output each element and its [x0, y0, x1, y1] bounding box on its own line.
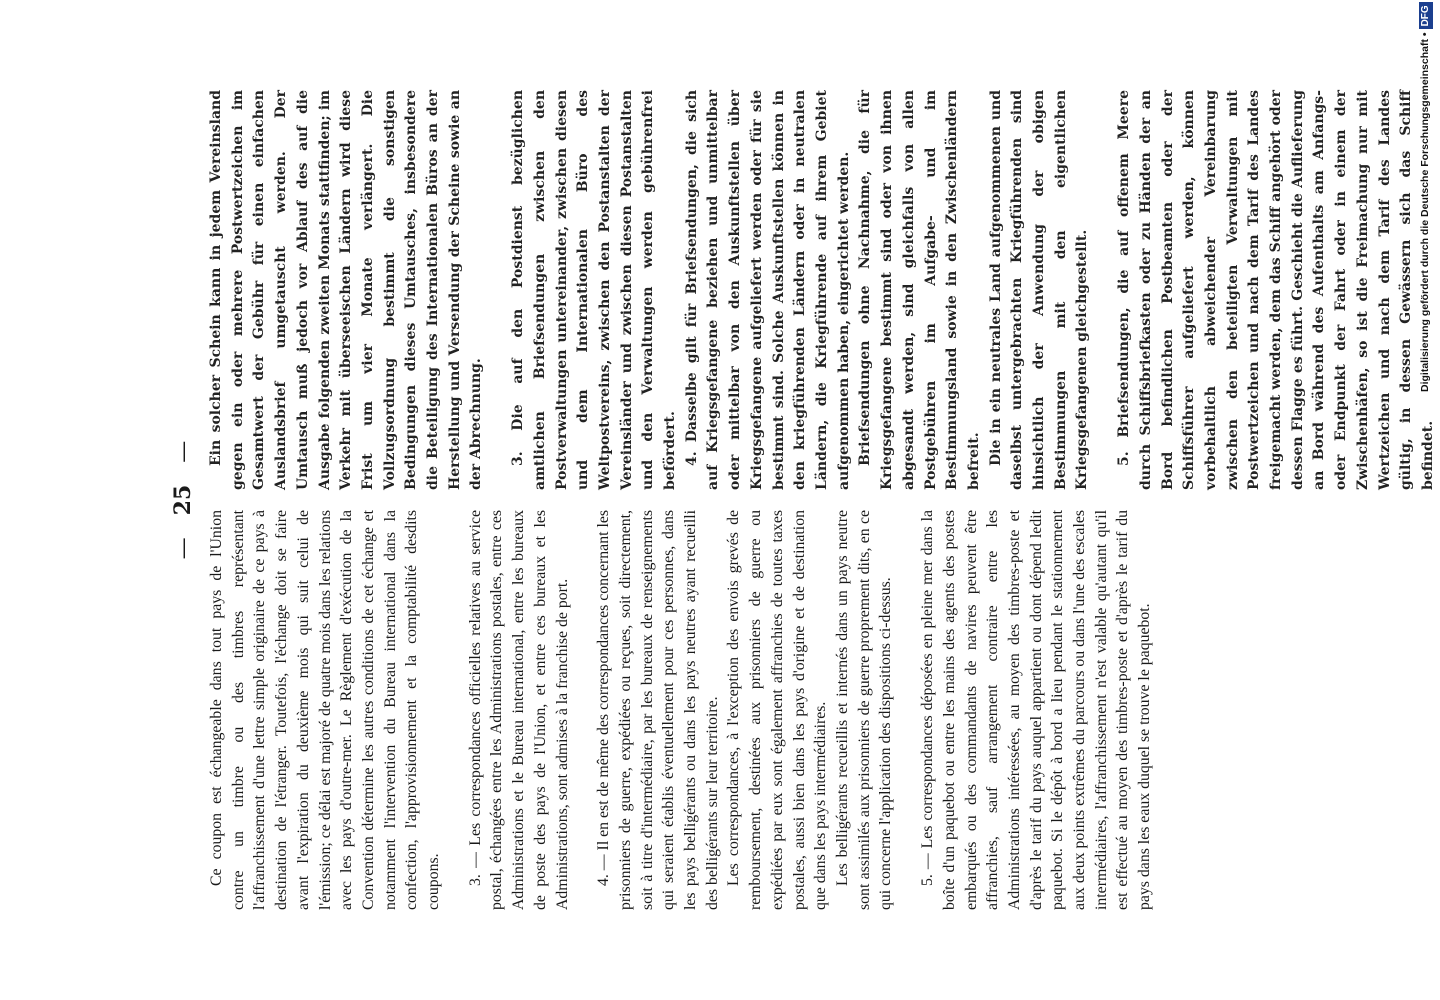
fr-paragraph-3: 3. — Les correspondances officielles relatives au service postal, échangées entre les Administrations postales, entre ces Administrations et le Bureau international, entre les bureaux de poste des pays de l'Union, et entre ces bureaux et les Administrations, sont admises à la franchise de port. [466, 510, 571, 910]
digitization-credit [1418, 2, 1433, 392]
page-number-value: 25 [170, 484, 196, 516]
credit-text: Digitalisierung gefördert durch die Deutsche Forschungsgemeinschaft • [1419, 32, 1431, 392]
page-number-dash-left: — [171, 537, 196, 560]
page-number-dash-right: — [171, 440, 196, 463]
fr-paragraph-5: 5. — Les correspondances déposées en pleine mer dans la boîte d'un paquebot ou entre les mains des agents des postes embarqués ou des commandants de navires peuvent être affranchies, sauf arrangement contraire entre les Administrations intéressées, au moyen des timbres-poste et d'après le tarif du pays auquel appartient ou dont dépend ledit paquebot. Si le dépôt à bord a lieu pendant le stationnement aux deux points extrêmes du parcours ou dans l'une des escales intermédiaires, l'affranchissement n'est valable qu'autant qu'il est effectué au moyen des timbres-poste et d'après le tarif du pays dans les eaux duquel se trouve le paquebot. [919, 510, 1154, 910]
de-paragraph-5: 5. Briefsendungen, die auf offenem Meere durch Schiffsbriefkasten oder zu Händen der an Bord befindlichen Postbeamten oder der Schiffsführer aufgeliefert werden, können vorbehaltlich abweichender Vereinbarung zwischen den beteiligten Verwaltungen mit Postwertzeichen und nach dem Tarif des Landes freigemacht werden, dem das Schiff angehört oder dessen Flagge es führt. Geschieht die Auflieferung an Bord während des Aufenthalts am Anfangs- oder Endpunkt der Fahrt oder in einem der Zwischenhäfen, so ist die Freimachung nur mit Wertzeichen und nach dem Tarif des Landes gültig, in dessen Gewässern sich das Schiff befindet. [1116, 90, 1436, 490]
fr-paragraph-4-remboursement: Les correspondances, à l'exception des envois grevés de remboursement, destinées aux prisonniers de guerre ou expédiées par eux sont également affranchies de toutes taxes postales, aussi bien dans les pays d'origine et de destination que dans les pays intermédiaires. [725, 510, 830, 910]
de-paragraph-4-nachnahme: Briefsendungen ohne Nachnahme, die für Kriegsgefangene bestimmt sind oder von ihnen abgesandt werden, sind gleichfalls von allen Postgebühren im Aufgabe- und im Bestimmungsland sowie in den Zwischenländern befreit. [857, 90, 982, 490]
fr-paragraph-4-belligerants: Les belligérants recueillis et internés dans un pays neutre sont assimilés aux prisonniers de guerre proprement dits, en ce qui concerne l'application des dispositions ci-dessus. [833, 510, 895, 910]
french-column [206, 510, 1156, 910]
de-paragraph-4: 4. Dasselbe gilt für Briefsendungen, die sich auf Kriegsgefangene beziehen und unmittelbar oder mittelbar von den Auskunftstellen über Kriegsgefangene aufgeliefert werden oder für sie bestimmt sind. Solche Auskunftstellen können in den kriegführenden Ländern oder in neutralen Ländern, die Kriegführende auf ihrem Gebiet aufgenommen haben, eingerichtet werden. [683, 90, 852, 490]
de-paragraph-4-neutral: Die in ein neutrales Land aufgenommenen und daselbst untergebrachten Kriegführenden sind hinsichtlich der Anwendung der obigen Bestimmungen mit den eigentlichen Kriegsgefangenen gleichgestellt. [987, 90, 1091, 490]
fr-paragraph-coupon: Ce coupon est échangeable dans tout pays de l'Union contre un timbre ou des timbres représentant l'affranchissement d'une lettre simple originaire de ce pays à destination de l'étranger. Toutefois, l'échange doit se faire avant l'expiration du deuxième mois qui suit celui de l'émission; ce délai est majoré de quatre mois dans les relations avec les pays d'outre-mer. Le Règlement d'exécution de la Convention détermine les autres conditions de cet échange et notamment l'intervention du Bureau international dans la confection, l'approvisionnement et la comptabilité desdits coupons. [208, 510, 443, 910]
page-number [170, 90, 197, 910]
fr-paragraph-4: 4. — Il en est de même des correspondances concernant les prisonniers de guerre, expédiées ou reçues, soit directement, soit à titre d'intermédiaire, par les bureaux de renseignements qui seraient établis éventuellement pour ces personnes, dans les pays belligérants ou dans les pays neutres ayant recueilli des belligérants sur leur territoire. [595, 510, 721, 910]
de-paragraph-schein: Ein solcher Schein kann in jedem Vereinsland gegen ein oder mehrere Postwertzeichen im Gesamtwert der Gebühr für einen einfachen Auslandsbrief umgetauscht werden. Der Umtausch muß jedoch vor Ablauf des auf die Ausgabe folgenden zweiten Monats stattfinden; im Verkehr mit überseeischen Ländern wird diese Frist um vier Monate verlängert. Die Vollzugsordnung bestimmt die sonstigen Bedingungen dieses Umtausches, insbesondere die Beteiligung des Internationalen Büros an der Herstellung und Versendung der Scheine sowie an der Abrechnung. [208, 90, 485, 490]
german-column [206, 90, 1440, 490]
de-paragraph-3: 3. Die auf den Postdienst bezüglichen amtlichen Briefsendungen zwischen den Postverwaltungen untereinander, zwischen diesen und dem Internationalen Büro des Weltpostvereins, zwischen den Postanstalten der Vereinsländer und zwischen diesen Postanstalten und den Verwaltungen werden gebührenfrei befördert. [510, 90, 679, 490]
dfg-logo: DFG [1419, 2, 1433, 29]
